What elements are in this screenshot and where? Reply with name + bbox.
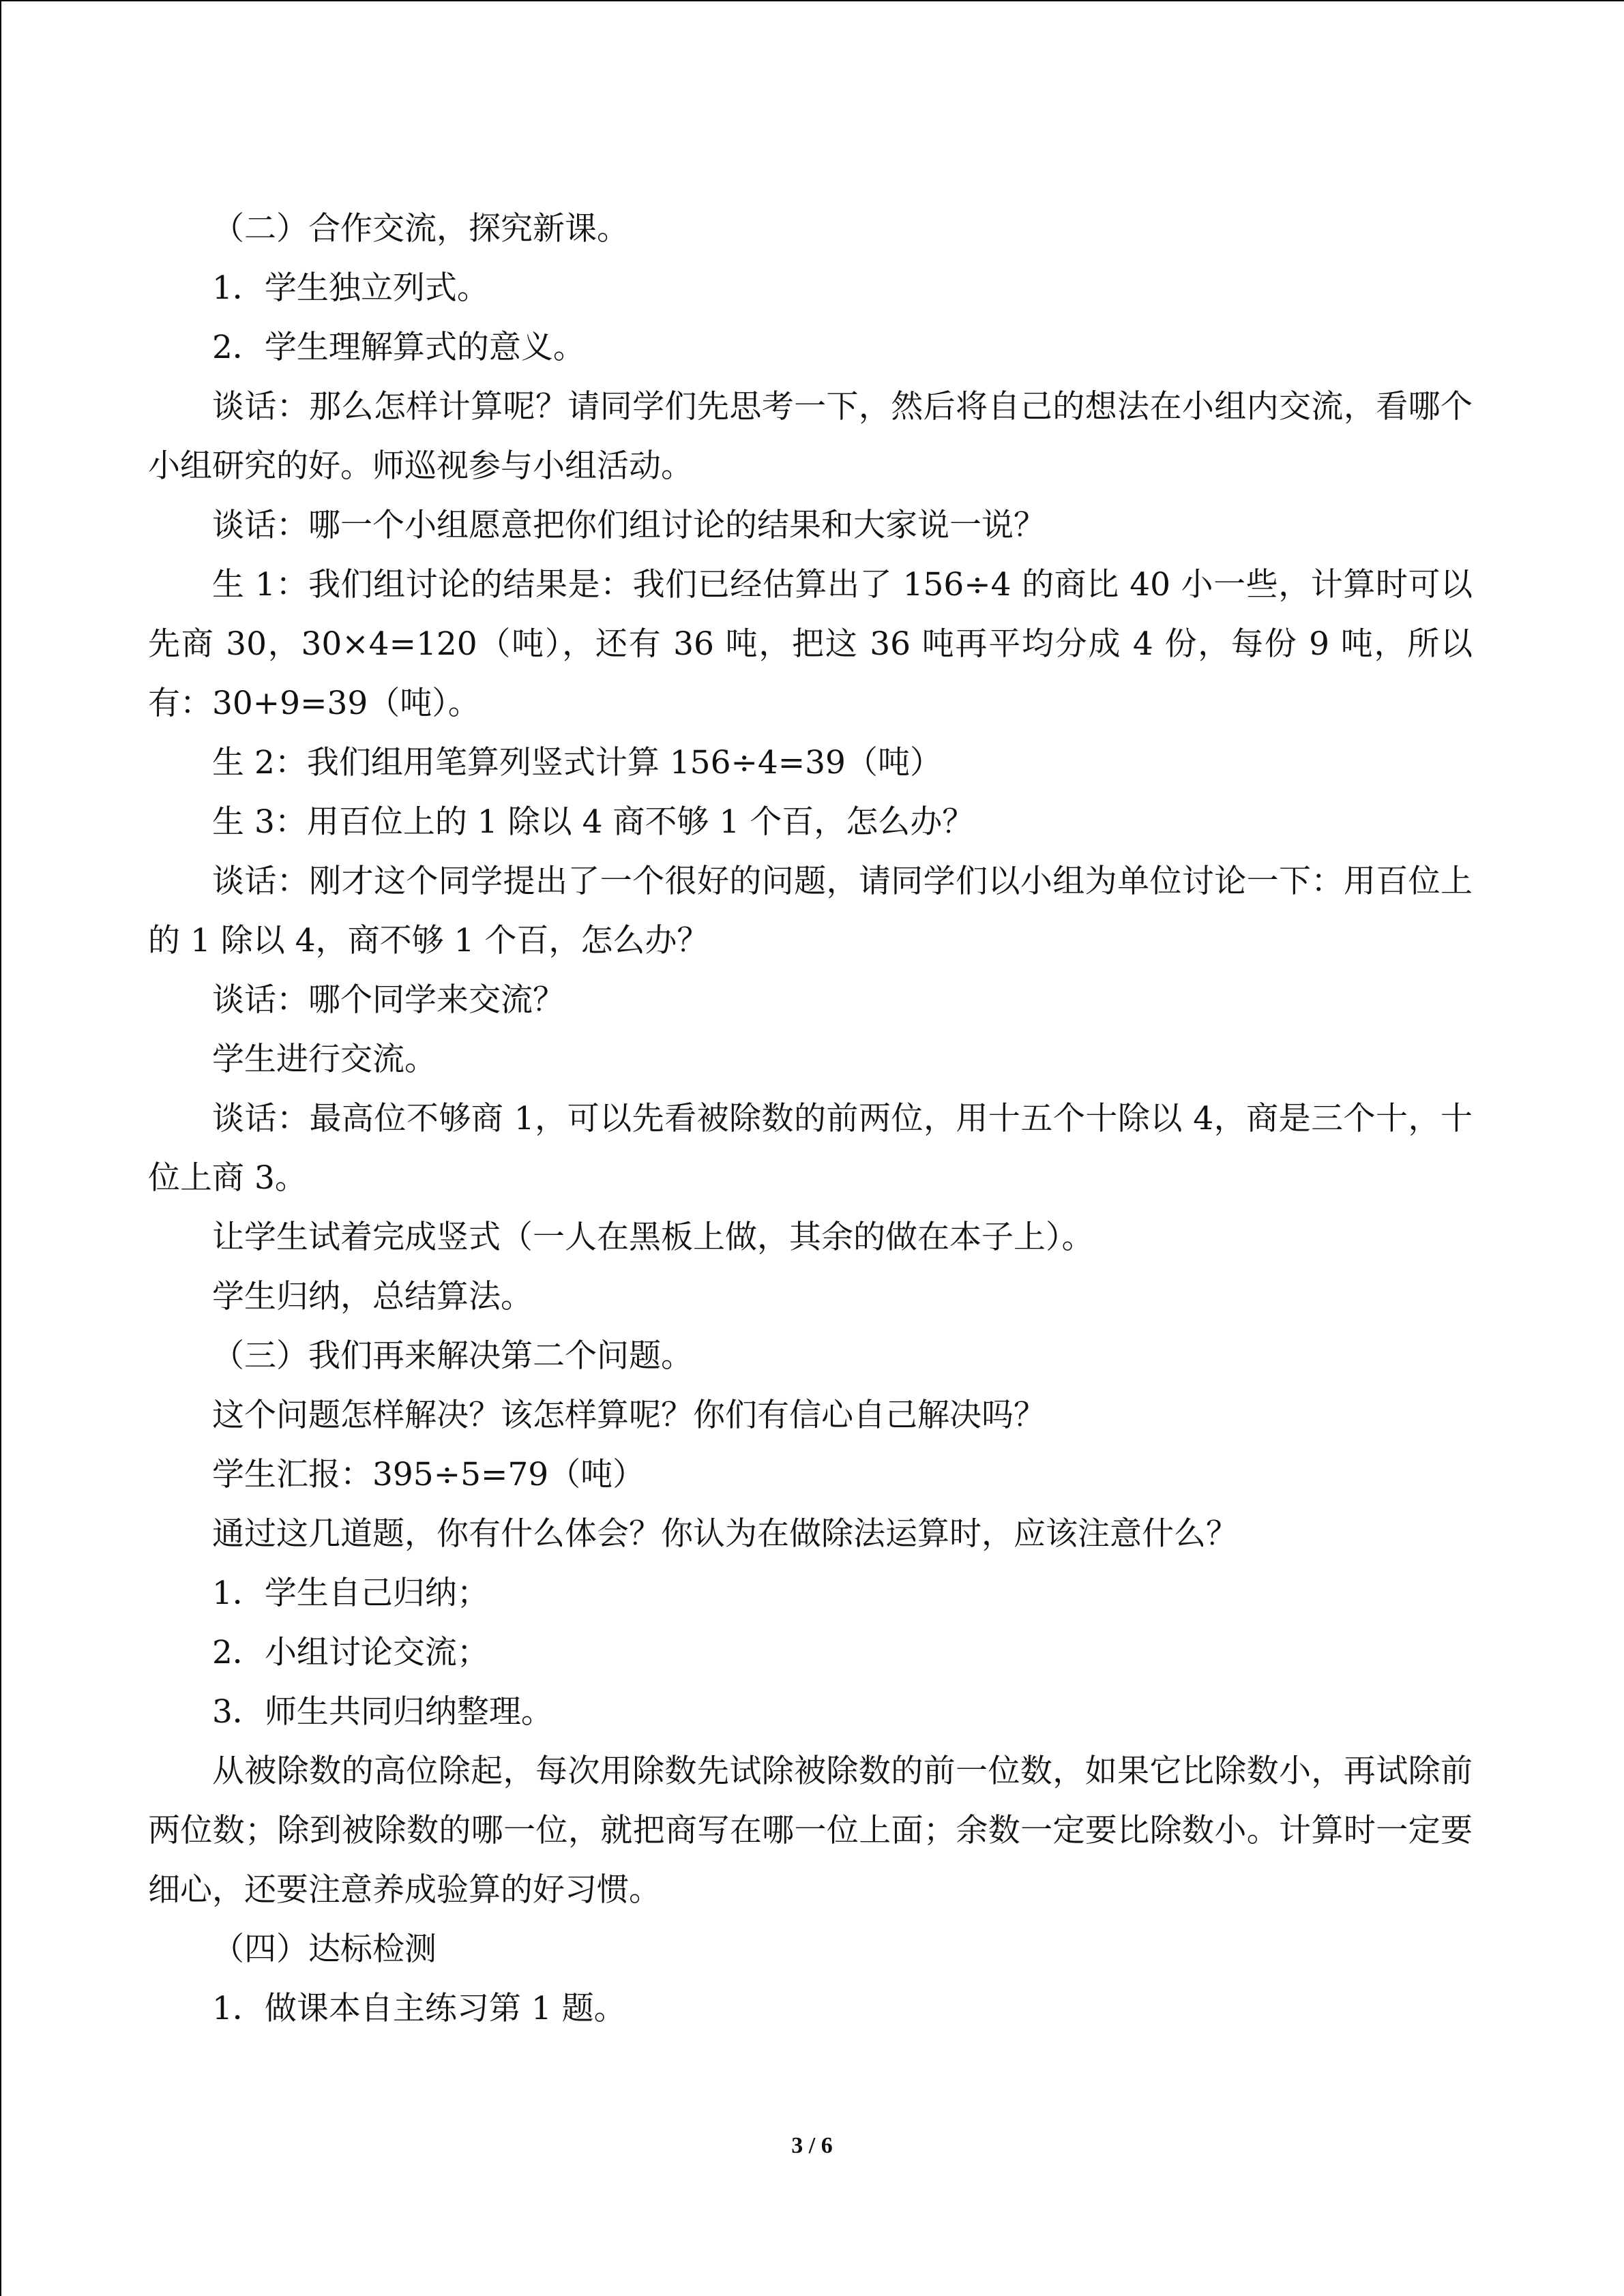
paragraph: 学生归纳，总结算法。 <box>212 1278 533 1315</box>
paragraph: 从被除数的高位除起，每次用除数先试除被除数的前一位数，如果它比除数小，再试除前两位数；除到被除数的哪一位，就把商写在哪一位上面；余数一定要比除数小。计算时一定要细心，还要注意养成验算的好习惯。 <box>148 1753 1473 1909</box>
list-item: 1．做课本自主练习第 1 题。 <box>212 1990 626 2027</box>
paragraph: 谈话：刚才这个同学提出了一个很好的问题，请同学们以小组为单位讨论一下：用百位上的 1 除以 4，商不够 1 个百，怎么办？ <box>148 863 1473 959</box>
paragraph: 这个问题怎样解决？该怎样算呢？你们有信心自己解决吗？ <box>212 1397 1046 1434</box>
paragraph: 学生汇报：395÷5=79（吨） <box>212 1456 645 1493</box>
list-item: 1．学生独立列式。 <box>212 269 489 307</box>
paragraph: 生 3：用百位上的 1 除以 4 商不够 1 个百，怎么办？ <box>212 803 975 841</box>
paragraph: 谈话：那么怎样计算呢？请同学们先思考一下，然后将自己的想法在小组内交流，看哪个小组研究的好。师巡视参与小组活动。 <box>148 388 1473 485</box>
paragraph: 谈话：哪一个小组愿意把你们组讨论的结果和大家说一说？ <box>212 507 1046 544</box>
document-body <box>148 199 1473 2038</box>
list-item: 2．小组讨论交流； <box>212 1634 489 1671</box>
list-item: 1．学生自己归纳； <box>212 1575 489 1612</box>
section-heading-2: （二）合作交流，探究新课。 <box>212 210 629 248</box>
paragraph: 学生进行交流。 <box>212 1041 437 1078</box>
paragraph: 生 2：我们组用笔算列竖式计算 156÷4=39（吨） <box>212 744 942 781</box>
list-item: 3．师生共同归纳整理。 <box>212 1693 553 1731</box>
paragraph: 让学生试着完成竖式（一人在黑板上做，其余的做在本子上）。 <box>212 1219 1094 1256</box>
list-item: 2．学生理解算式的意义。 <box>212 329 585 366</box>
page-number: 3 / 6 <box>791 2133 833 2158</box>
section-heading-3: （三）我们再来解决第二个问题。 <box>212 1337 693 1375</box>
paragraph: 谈话：最高位不够商 1，可以先看被除数的前两位，用十五个十除以 4，商是三个十，十位上商 3。 <box>148 1100 1473 1197</box>
paragraph: 生 1：我们组讨论的结果是：我们已经估算出了 156÷4 的商比 40 小一些，计算时可以先商 30，30×4=120（吨），还有 36 吨，把这 36 吨再平均分成 4 份，每份 9 吨，所以有：30+9=39（吨）。 <box>148 566 1473 722</box>
paragraph: 谈话：哪个同学来交流？ <box>212 981 565 1019</box>
section-heading-4: （四）达标检测 <box>212 1930 437 1968</box>
paragraph: 通过这几道题，你有什么体会？你认为在做除法运算时，应该注意什么？ <box>212 1515 1238 1553</box>
